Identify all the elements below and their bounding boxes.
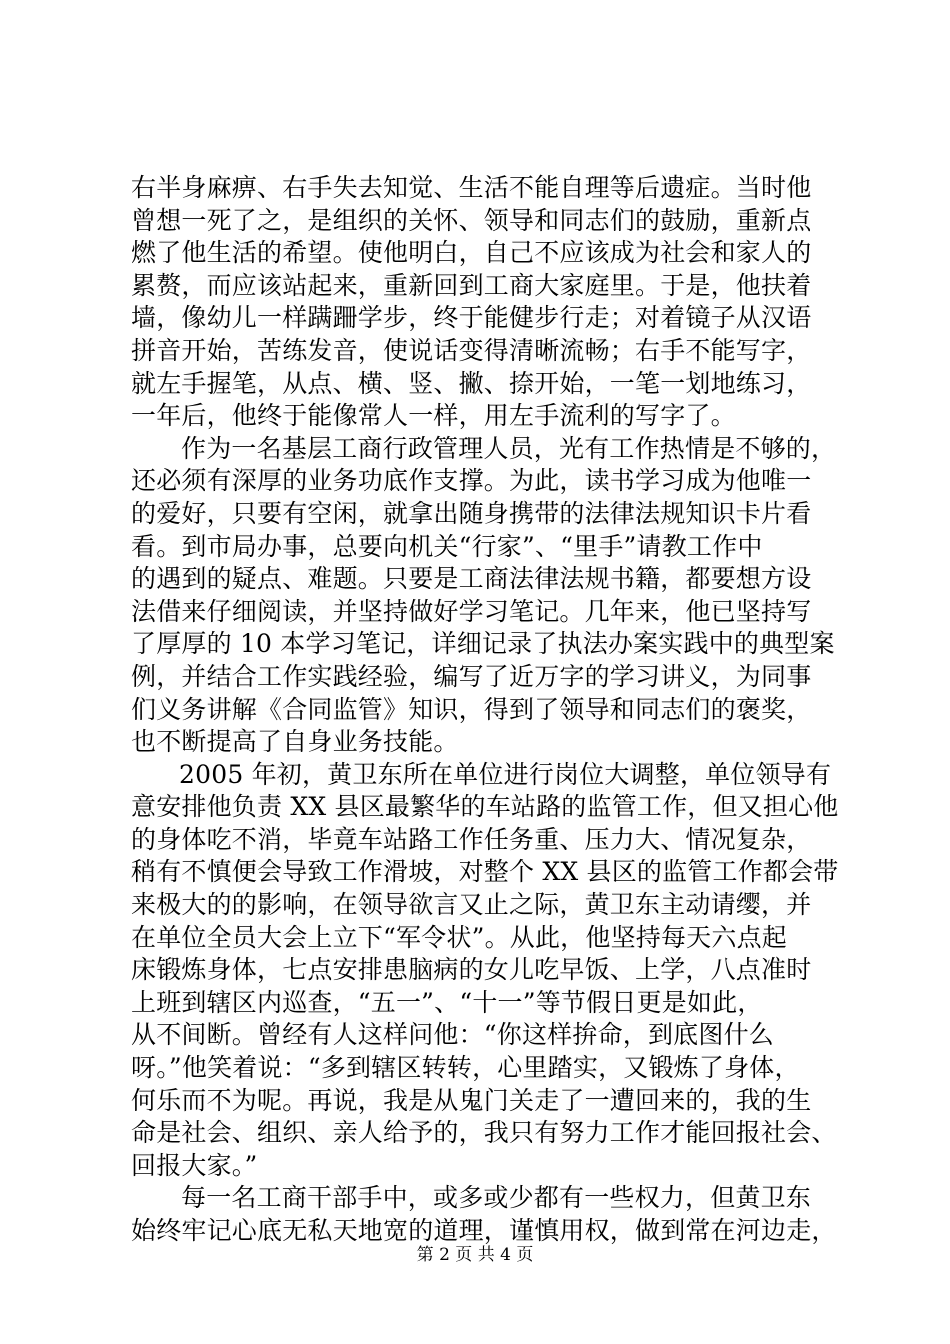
document-body [131,172,839,1248]
text-line: 始终牢记心底无私天地宽的道理，谨慎用权，做到常在河边走， [131,1216,837,1245]
paragraph-start-line: 作为一名基层工商行政管理人员，光有工作热情是不够的， [181,433,837,463]
text-line: 床锻炼身体，七点安排患脑病的女儿吃早饭、上学，八点准时 [131,955,812,985]
text-line: 例，并结合工作实践经验，编写了近万字的学习讲义，为同事 [131,661,812,691]
page-number-footer: 第 2 页 共 4 页 [416,1245,534,1265]
text-line: 了厚厚的 10 本学习笔记，详细记录了执法办案实践中的典型案 [131,629,835,659]
text-line: 就左手握笔，从点、横、竖、撇、捺开始，一笔一划地练习， [131,368,812,398]
text-line: 也不断提高了自身业务技能。 [131,727,459,757]
text-line: 右半身麻痹、右手失去知觉、生活不能自理等后遗症。当时他 [131,173,812,202]
text-line: 何乐而不为呢。再说，我是从鬼门关走了一遭回来的，我的生 [131,1085,812,1115]
text-line: 从不间断。曾经有人这样问他：“你这样拚命，到底图什么 [131,1020,774,1050]
paragraph-start-line: 每一名工商干部手中，或多或少都有一些权力，但黄卫东 [181,1183,812,1213]
text-line: 呀。”他笑着说：“多到辖区转转，心里踏实，又锻炼了身体， [131,1053,800,1083]
text-line: 的爱好，只要有空闲，就拿出随身携带的法律法规知识卡片看 [131,498,812,528]
text-line: 看。到市局办事，总要向机关“行家”、“里手”请教工作中 [131,531,763,561]
paragraph-start-line: 2005 年初，黄卫东所在单位进行岗位大调整，单位领导有 [179,759,832,789]
text-line: 命是社会、组织、亲人给予的，我只有努力工作才能回报社会、 [131,1118,837,1148]
text-line: 一年后，他终于能像常人一样，用左手流利的写字了。 [131,401,736,431]
text-line: 燃了他生活的希望。使他明白，自己不应该成为社会和家人的 [131,238,812,268]
text-line: 的遇到的疑点、难题。只要是工商法律法规书籍，都要想方设 [131,564,812,594]
text-line: 法借来仔细阅读，并坚持做好学习笔记。几年来，他已坚持写 [131,596,812,626]
text-line: 来极大的的影响，在领导欲言又止之际，黄卫东主动请缨，并 [131,890,812,920]
text-line: 意安排他负责 XX 县区最繁华的车站路的监管工作，但又担心他 [131,792,839,822]
text-line: 在单位全员大会上立下“军令状”。从此，他坚持每天六点起 [131,922,787,952]
text-line: 还必须有深厚的业务功底作支撑。为此，读书学习成为他唯一 [131,466,812,496]
text-line: 们义务讲解《合同监管》知识，得到了领导和同志们的褒奖， [131,694,812,724]
text-line: 的身体吃不消，毕竟车站路工作任务重、压力大、情况复杂， [131,824,812,854]
text-line: 稍有不慎便会导致工作滑坡，对整个 XX 县区的监管工作都会带 [131,857,839,887]
text-line: 墙，像幼儿一样蹒跚学步，终于能健步行走；对着镜子从汉语 [131,303,812,333]
text-line: 拼音开始，苦练发音，使说话变得清晰流畅；右手不能写字， [131,335,812,365]
text-line: 累赘，而应该站起来，重新回到工商大家庭里。于是，他扶着 [131,270,812,300]
text-line: 回报大家。” [131,1150,258,1180]
text-line: 上班到辖区内巡查，“五一”、“十一”等节假日更是如此， [131,987,763,1017]
text-line: 曾想一死了之，是组织的关怀、领导和同志们的鼓励，重新点 [131,205,812,235]
